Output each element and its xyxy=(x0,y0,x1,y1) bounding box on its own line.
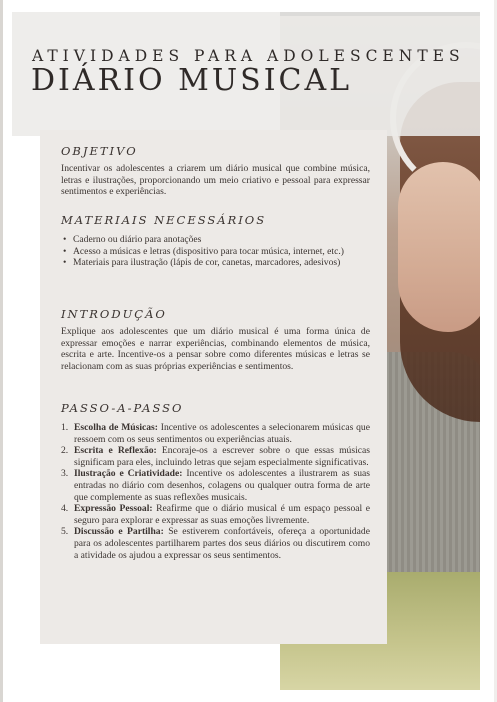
page-title: DIÁRIO MUSICAL xyxy=(31,63,353,98)
list-item xyxy=(61,445,370,468)
materiais-list xyxy=(61,234,370,269)
step-number: 4. xyxy=(61,503,69,515)
step-text: Se estiverem confortáveis, ofereça a oportunidade para os adolescentes partilharem partes dos seus diários ou discutirem como a atividade os ajudou a expressar os seus sentimentos. xyxy=(74,526,370,561)
step-label: Escrita e Reflexão: xyxy=(74,445,157,457)
list-item: • Caderno ou diário para anotações xyxy=(61,234,370,246)
content-panel xyxy=(40,130,387,644)
section-title-objetivo: OBJETIVO xyxy=(61,144,138,158)
step-text: Incentive os adolescentes a ilustrarem as suas entradas no diário com desenhos, colagens ou qualquer outra forma de arte que complemente as suas reflexões musicais. xyxy=(74,468,370,503)
step-number: 3. xyxy=(61,468,69,480)
page-edge xyxy=(0,0,3,702)
list-item xyxy=(61,503,370,526)
introducao-text: Explique aos adolescentes que um diário musical é uma forma única de expressar emoções e narrar experiências, combinando elementos de música, escrita e arte. Incentive-os a pensar sobre como diferentes músicas e letras se relacionam com as suas próprias experiências e sentimentos. xyxy=(61,326,370,372)
step-label: Ilustração e Criatividade: xyxy=(74,468,183,480)
page-subtitle: ATIVIDADES PARA ADOLESCENTES xyxy=(32,47,465,65)
section-title-introducao: INTRODUÇÃO xyxy=(61,307,167,321)
step-number: 1. xyxy=(61,422,69,433)
list-item: • Acesso a músicas e letras (dispositivo para tocar música, internet, etc.) xyxy=(61,246,370,258)
step-text: Encoraje-os a escrever sobre o que essas músicas significam para eles, incluindo letras que sejam especialmente significativas. xyxy=(74,445,370,468)
step-text: Reafirme que o diário musical é um espaço pessoal e seguro para explorar e expressar as suas emoções livremente. xyxy=(74,503,370,526)
section-title-passo-a-passo: PASSO-A-PASSO xyxy=(61,401,184,415)
list-item xyxy=(61,526,370,561)
step-label: Escolha de Músicas: xyxy=(74,422,158,433)
list-item xyxy=(61,468,370,503)
list-item: • Materiais para ilustração (lápis de cor, canetas, marcadores, adesivos) xyxy=(61,257,370,269)
steps-list xyxy=(61,422,370,561)
step-label: Expressão Pessoal: xyxy=(74,503,153,515)
objetivo-text: Incentivar os adolescentes a criarem um diário musical que combine música, letras e ilustrações, proporcionando um meio criativo e pessoal para expressar sentimentos e experiências. xyxy=(61,163,370,198)
step-label: Discussão e Partilha: xyxy=(74,526,164,538)
list-item xyxy=(61,422,370,445)
section-title-materiais: MATERIAIS NECESSÁRIOS xyxy=(61,213,267,227)
step-text: Incentive os adolescentes a selecionarem músicas que ressoem com os seus sentimentos ou experiências atuais. xyxy=(74,422,370,445)
step-number: 5. xyxy=(61,526,69,538)
step-number: 2. xyxy=(61,445,69,457)
